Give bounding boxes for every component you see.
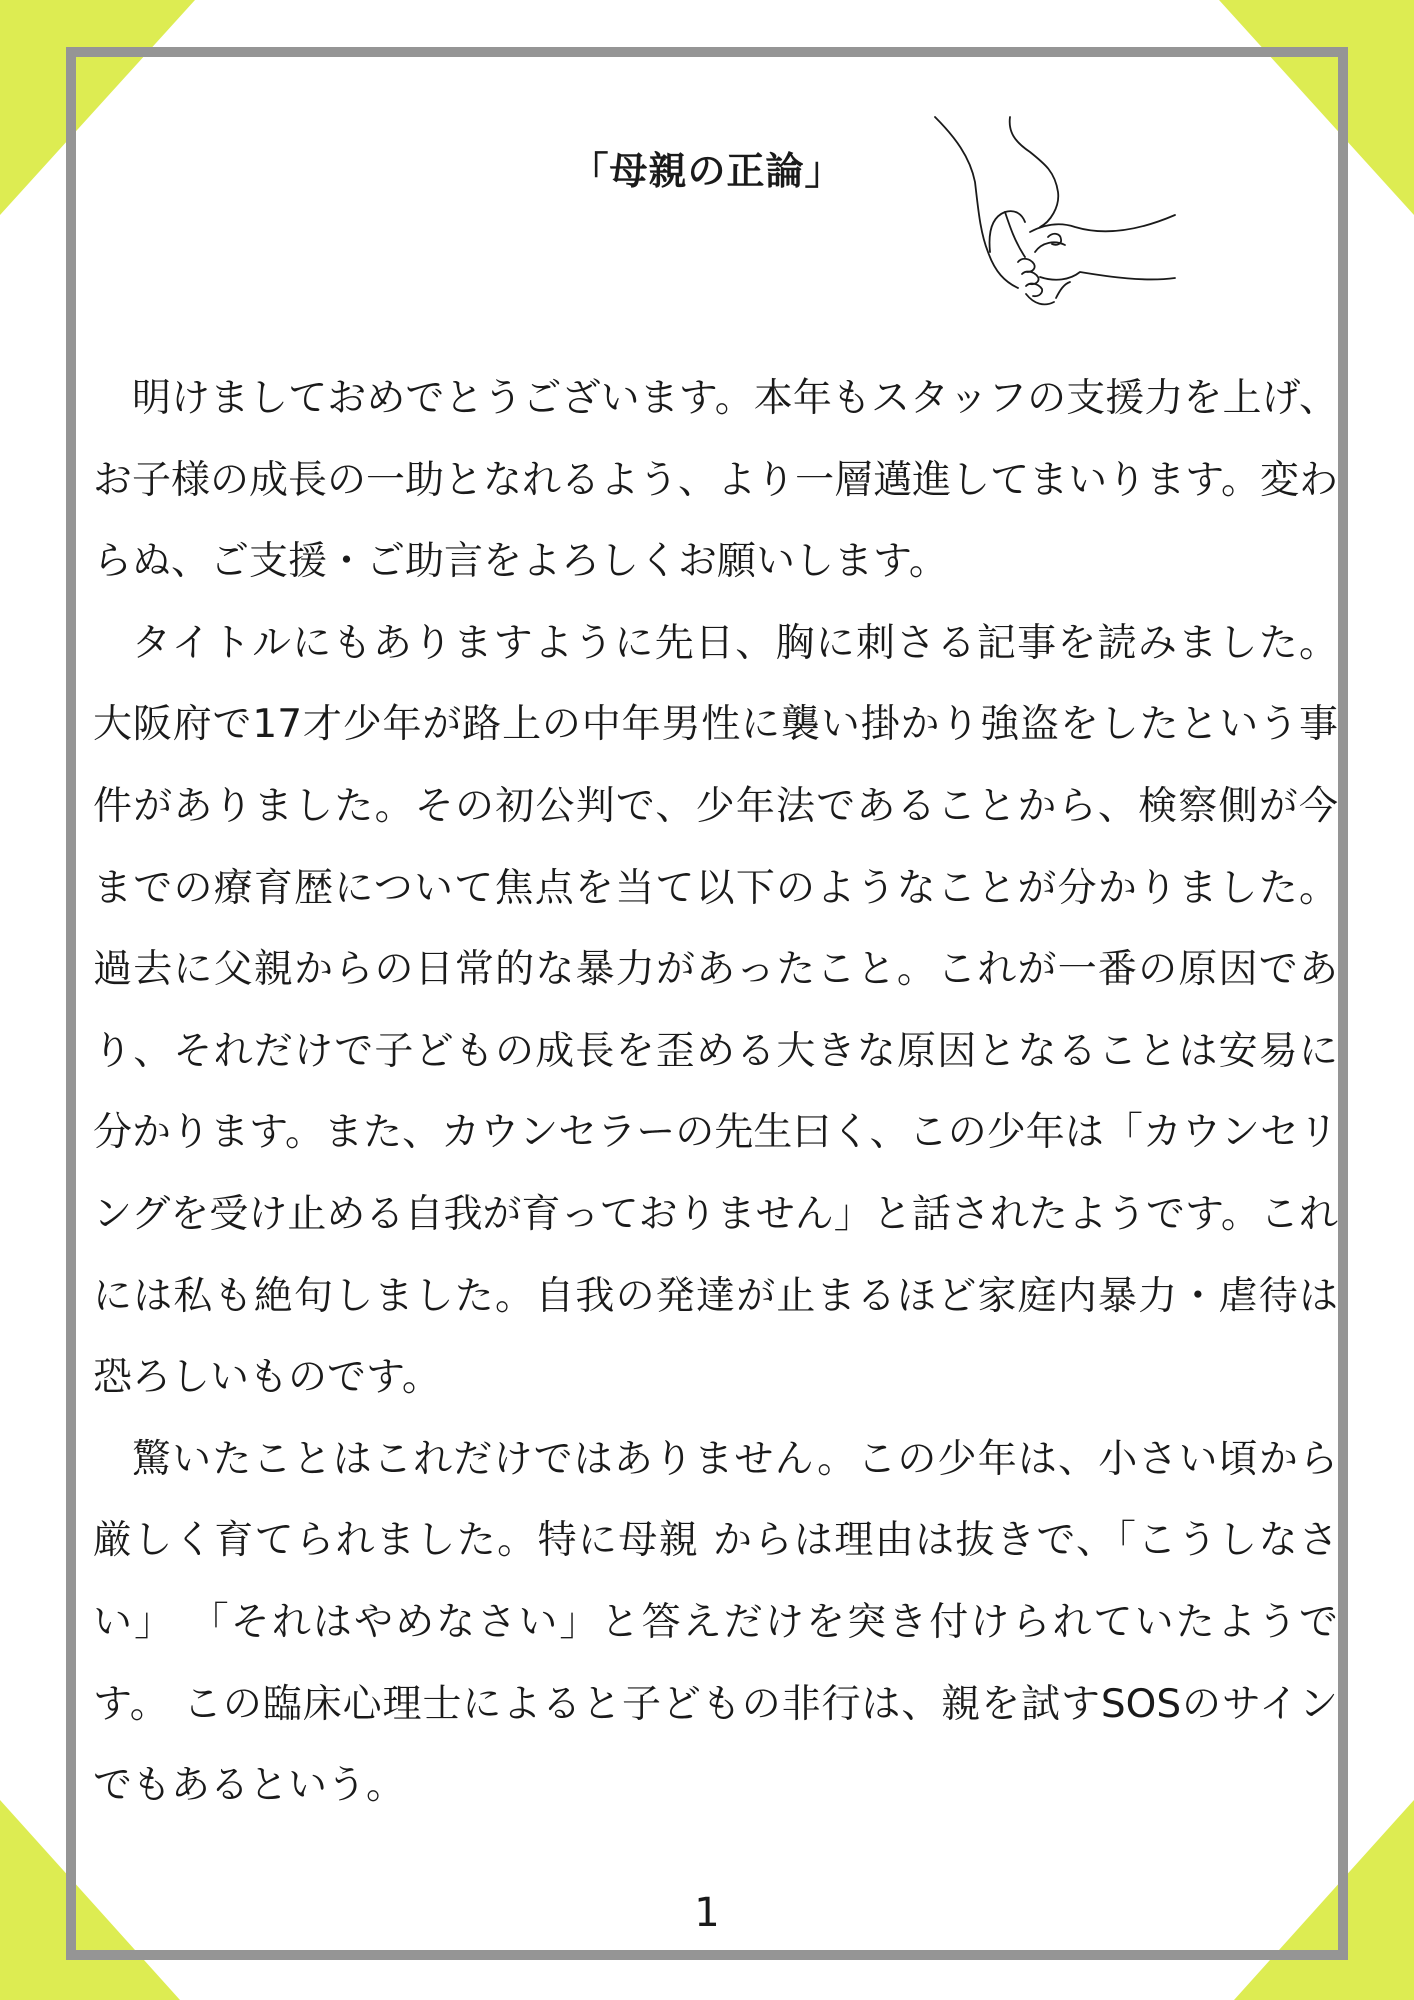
paragraph-article: タイトルにもありますように先日、胸に刺さる記事を読みました。大阪府で17才少年が路上の中年男性に襲い掛かり強盗をしたという事件がありました。その初公判で、少年法であることから、検察側が今までの療育歴について焦点を当て以下のようなことが分かりました。過去に父親からの日常的な暴力があったこと。これが一番の原因であり、それだけで子どもの成長を歪める大きな原因となることは安易に分かります。また、カウンセラーの先生曰く、この少年は「カウンセリングを受け止める自我が育っておりません」と話されたようです。これには私も絶句しました。自我の発達が止まるほど家庭内暴力・虐待は恐ろしいものです。	[93, 620, 1338, 1401]
paragraph-surprise: 驚いたことはこれだけではありません。この少年は、小さい頃から厳しく育てられました。特に母親 からは理由は抜きで、「こうしなさい」 「それはやめなさい」と答えだけを突き付けられていたようです。 この臨床心理士によると子どもの非行は、親を試すSOSのサインでもあるという。	[93, 1436, 1338, 1809]
paragraph-greeting: 明けましておめでとうございます。本年もスタッフの支援力を上げ、お子様の成長の一助となれるよう、より一層邁進してまいります。変わらぬ、ご支援・ご助言をよろしくお願いします。	[93, 376, 1338, 585]
holding-hands-icon	[930, 112, 1180, 312]
page-title: 「母親の正論」	[570, 149, 844, 193]
body-text	[93, 358, 1338, 1827]
page-number: 1	[694, 1890, 720, 1936]
